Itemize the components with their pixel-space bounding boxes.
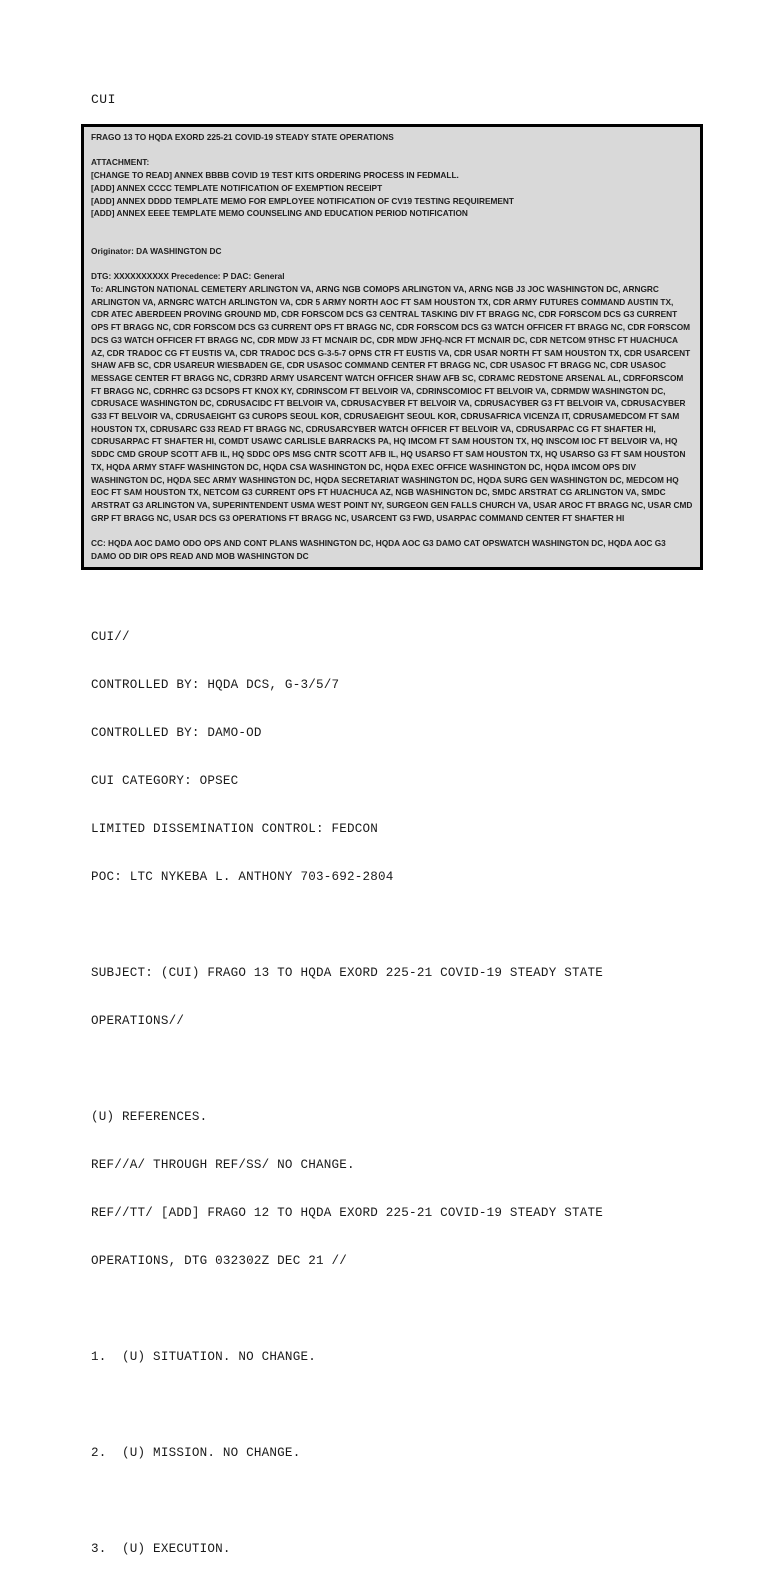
paragraph-execution: 3. (U) EXECUTION. <box>91 1542 231 1556</box>
cui-marking: CUI// <box>91 630 130 644</box>
attachment-item: [ADD] ANNEX DDDD TEMPLATE MEMO FOR EMPLOYEE NOTIFICATION OF CV19 TESTING REQUIREMENT <box>91 195 514 206</box>
reference-line: REF//TT/ [ADD] FRAGO 12 TO HQDA EXORD 225-21 COVID-19 STEADY STATE <box>91 1206 603 1220</box>
reference-line: REF//A/ THROUGH REF/SS/ NO CHANGE. <box>91 1158 355 1172</box>
attachment-item: [ADD] ANNEX EEEE TEMPLATE MEMO COUNSELING AND EDUCATION PERIOD NOTIFICATION <box>91 208 468 219</box>
message-header-box <box>81 124 703 570</box>
controlled-by-line: CONTROLLED BY: HQDA DCS, G-3/5/7 <box>91 678 340 692</box>
subject-line: SUBJECT: (CUI) FRAGO 13 TO HQDA EXORD 225-21 COVID-19 STEADY STATE <box>91 966 603 980</box>
references-heading: (U) REFERENCES. <box>91 1110 208 1124</box>
poc-line: POC: LTC NYKEBA L. ANTHONY 703-692-2804 <box>91 870 394 884</box>
paragraph-situation: 1. (U) SITUATION. NO CHANGE. <box>91 1350 316 1364</box>
message-title: FRAGO 13 TO HQDA EXORD 225-21 COVID-19 STEADY STATE OPERATIONS <box>91 132 394 142</box>
cui-category-line: CUI CATEGORY: OPSEC <box>91 774 239 788</box>
controlled-by-line: CONTROLLED BY: DAMO-OD <box>91 726 262 740</box>
subject-line: OPERATIONS// <box>91 1014 185 1028</box>
originator: Originator: DA WASHINGTON DC <box>91 245 222 256</box>
reference-line: OPERATIONS, DTG 032302Z DEC 21 // <box>91 1254 347 1268</box>
attachment-item: [CHANGE TO READ] ANNEX BBBB COVID 19 TEST KITS ORDERING PROCESS IN FEDMALL. <box>91 170 459 181</box>
paragraph-mission: 2. (U) MISSION. NO CHANGE. <box>91 1446 301 1460</box>
cui-header: CUI <box>91 92 116 107</box>
to-addressees: To: ARLINGTON NATIONAL CEMETERY ARLINGTON VA, ARNG NGB COMOPS ARLINGTON VA, ARNG NGB J3 JOC WASHINGTON DC, ARNGRC ARLINGTON VA, ARNGRC WATCH ARLINGTON VA, CDR 5 ARMY NORTH AOC FT SAM HOUSTON TX, CDR ARMY FUTURES COMMAND AUSTIN TX, CDR ATEC ABERDEEN PROVING GROUND MD, CDR FORSCOM DCS G3 CENTRAL TASKING DIV FT BRAGG NC, CDR FORSCOM DCS G3 CURRENT OPS FT BRAGG NC, CDR FORSCOM DCS G3 CURRENT OPS FT BRAGG NC, CDR FORSCOM DCS G3 WATCH OFFICER FT BRAGG NC, CDR FORSCOM DCS G3 WATCH OFFICER FT BRAGG NC, CDR MDW J3 FT MCNAIR DC, CDR MDW JFHQ-NCR FT MCNAIR DC, CDR NETCOM 9THSC FT HUACHUCA AZ, CDR TRADOC CG FT EUSTIS VA, CDR TRADOC DCS G-3-5-7 OPNS CTR FT EUSTIS VA, CDR USAR NORTH FT SAM HOUSTON TX, CDR USARCENT SHAW AFB SC, CDR USAREUR WIESBADEN GE, CDR USASOC COMMAND CENTER FT BRAGG NC, CDR USASOC FT BRAGG NC, CDR USASOC MESSAGE CENTER FT BRAGG NC, CDR3RD ARMY USARCENT WATCH OFFICER SHAW AFB SC, CDRAMC REDSTONE ARSENAL AL, CDRFORSCOM FT BRAGG NC, CDRHRC G3 DCSOPS FT KNOX KY, CDRINSCOM FT BELVOIR VA, CDRINSCOMIOC FT BELVOIR VA, CDRMDW WASHINGTON DC, CDRUSACE WASHINGTON DC, CDRUSACIDC FT BELVOIR VA, CDRUSACYBER FT BELVOIR VA, CDRUSACYBER G3 FT BELVOIR VA, CDRUSACYBER G33 FT BELVOIR VA, CDRUSAEIGHT G3 CUROPS SEOUL KOR, CDRUSAEIGHT SEOUL KOR, CDRUSAFRICA VICENZA IT, CDRUSAMEDCOM FT SAM HOUSTON TX, CDRUSARC G33 READ FT BRAGG NC, CDRUSARCYBER WATCH OFFICER FT BELVOIR VA, CDRUSARPAC CG FT SHAFTER HI, CDRUSARPAC FT SHAFTER HI, COMDT USAWC CARLISLE BARRACKS PA, HQ IMCOM FT SAM HOUSTON TX, HQ INSCOM IOC FT BELVOIR VA, HQ SDDC CMD GROUP SCOTT AFB IL, HQ SDDC OPS MSG CNTR SCOTT AFB IL, HQ USARSO FT SAM HOUSTON TX, HQ USARSO G3 FT SAM HOUSTON TX, HQDA ARMY STAFF WASHINGTON DC, HQDA CSA WASHINGTON DC, HQDA EXEC OFFICE WASHINGTON DC, HQDA IMCOM OPS DIV WASHINGTON DC, HQDA SEC ARMY WASHINGTON DC, HQDA SECRETARIAT WASHINGTON DC, HQDA SURG GEN WASHINGTON DC, MEDCOM HQ EOC FT SAM HOUSTON TX, NETCOM G3 CURRENT OPS FT HUACHUCA AZ, NGB WASHINGTON DC, SMDC ARSTRAT CG ARLINGTON VA, SMDC ARSTRAT G3 ARLINGTON VA, SUPERINTENDENT USMA WEST POINT NY, SURGEON GEN FALLS CHURCH VA, USAR AROC FT BRAGG NC, USAR CMD GRP FT BRAGG NC, USAR DCS G3 OPERATIONS FT BRAGG NC, USARCENT G3 FWD, USARPAC COMMAND CENTER FT SHAFTER HI <box>91 284 693 523</box>
dtg-line: DTG: XXXXXXXXXX Precedence: P DAC: General <box>91 271 285 282</box>
cc-addressees: CC: HQDA AOC DAMO ODO OPS AND CONT PLANS WASHINGTON DC, HQDA AOC G3 DAMO CAT OPSWATCH WASHINGTON DC, HQDA AOC G3 DAMO OD DIR OPS READ AND MOB WASHINGTON DC <box>91 538 666 561</box>
document-body <box>91 597 691 1573</box>
attachment-label: ATTACHMENT: <box>91 157 150 168</box>
attachment-item: [ADD] ANNEX CCCC TEMPLATE NOTIFICATION OF EXEMPTION RECEIPT <box>91 182 383 193</box>
dissemination-control-line: LIMITED DISSEMINATION CONTROL: FEDCON <box>91 822 379 836</box>
